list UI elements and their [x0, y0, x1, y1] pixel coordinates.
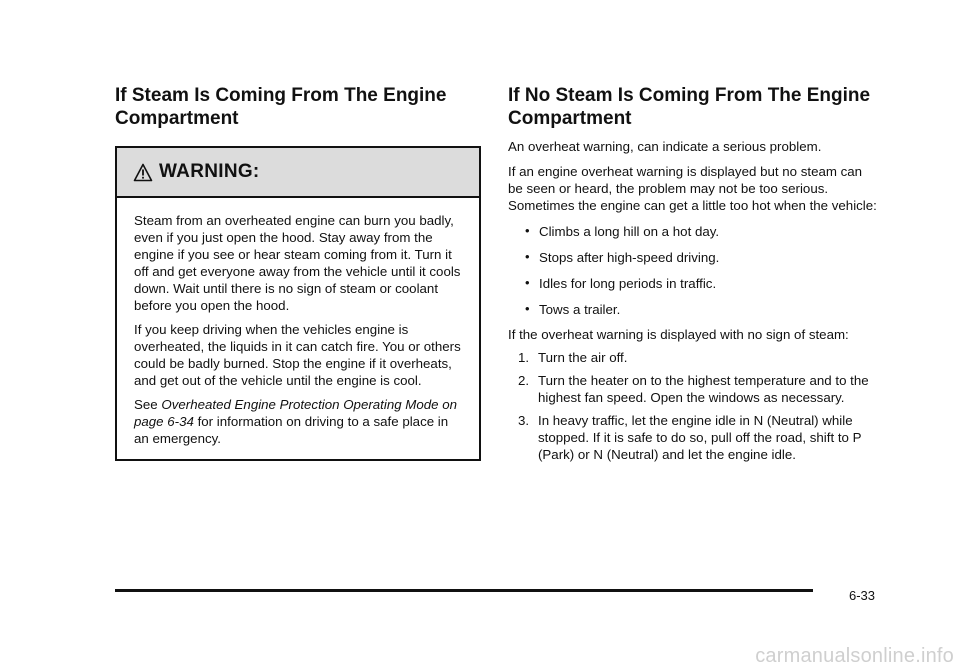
- list-item: • Climbs a long hill on a hot day.: [525, 223, 720, 239]
- left-column: [115, 84, 481, 461]
- list-item: • Stops after high-speed driving.: [525, 249, 720, 265]
- bullet-icon: •: [525, 301, 530, 316]
- warning-paragraph: Steam from an overheated engine can burn you badly, even if you just open the hood. Stay away from the engine if you see or hear steam coming from it. Turn it off and get everyone away from the vehicle until it cools down. Wait until there is no sign of steam or coolant before you open the hood.: [134, 213, 461, 313]
- section-heading-no-steam: If No Steam Is Coming From The Engine Compartment: [508, 85, 871, 129]
- warning-paragraph-reference: [134, 396, 465, 447]
- step-item: 3. In heavy traffic, let the engine idle in N (Neutral) while stopped. If it is safe to do so, pull off the road, shift to P (Park) or N (Neutral) and let the engine idle.: [518, 413, 862, 462]
- step-item: 1. Turn the air off.: [518, 350, 628, 365]
- watermark: carmanualsonline.info: [755, 645, 954, 667]
- warning-box: [115, 146, 481, 461]
- page-number: 6-33: [849, 588, 876, 603]
- warning-paragraph: If you keep driving when the vehicles engine is overheated, the liquids in it can catch fire. You or others could be badly burned. Stop the engine if it overheats, and get out of the vehicle until the engine is cool.: [134, 322, 461, 388]
- bullet-icon: •: [525, 275, 530, 290]
- section-heading-steam: If Steam Is Coming From The Engine Compartment: [115, 85, 447, 129]
- warning-title: WARNING:: [159, 161, 260, 182]
- steps-list: [508, 349, 878, 463]
- warning-triangle-icon: [133, 163, 153, 182]
- step-item: 2. Turn the heater on to the highest temperature and to the highest fan speed. Open the windows as necessary.: [518, 373, 869, 405]
- reference-prefix: See: [134, 397, 158, 412]
- right-column: [508, 84, 878, 463]
- intro-paragraph: An overheat warning, can indicate a serious problem.: [508, 139, 822, 154]
- list-item: • Idles for long periods in traffic.: [525, 275, 717, 291]
- body-paragraph: If the overheat warning is displayed with no sign of steam:: [508, 327, 849, 342]
- bullet-icon: •: [525, 249, 530, 264]
- page-reference-link[interactable]: Overheated Engine Protection Operating Mode on page 6-34: [134, 397, 458, 429]
- list-item: • Tows a trailer.: [525, 301, 621, 317]
- body-paragraph: If an engine overheat warning is displayed but no steam can be seen or heard, the problem may not be too serious. Sometimes the engine can get a little too hot when the vehicle:: [508, 164, 877, 213]
- warning-body: [117, 198, 479, 459]
- bullet-icon: •: [525, 223, 530, 238]
- footer-rule: [115, 589, 813, 592]
- warning-header: [117, 148, 479, 198]
- conditions-list: [508, 223, 878, 318]
- reference-suffix: for information on driving to a safe place in an emergency.: [134, 414, 449, 446]
